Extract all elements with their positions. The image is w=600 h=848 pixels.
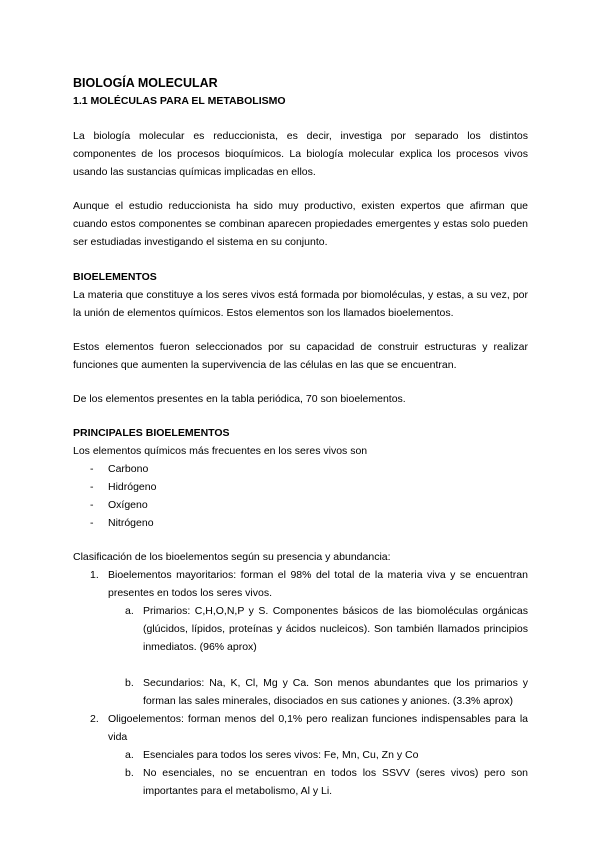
sublist-item-no-esenciales xyxy=(108,764,528,800)
list-marker: a. xyxy=(125,605,134,617)
document-title: BIOLOGÍA MOLECULAR xyxy=(73,76,218,90)
list-marker: b. xyxy=(125,767,134,779)
sublist-item-secundarios xyxy=(108,674,528,710)
bioelementos-heading: BIOELEMENTOS xyxy=(73,271,157,283)
clasificacion-list xyxy=(73,566,528,800)
principales-heading: PRINCIPALES BIOELEMENTOS xyxy=(73,427,230,439)
intro-paragraph-1: La biología molecular es reduccionista, es decir, investiga por separado los distintos componentes de los procesos bioquímicos. La biología molecular explica los procesos vivos usando las sustancias químicas implicadas en ellos. xyxy=(73,130,528,178)
list-item: - Hidrógeno xyxy=(73,478,528,496)
principales-list xyxy=(73,460,528,532)
clasificacion-item-2-text: Oligoelementos: forman menos del 0,1% pero realizan funciones indispensables para la vida xyxy=(108,713,528,743)
list-item: - Oxígeno xyxy=(73,496,528,514)
clasificacion-item-1-text: Bioelementos mayoritarios: forman el 98% del total de la materia viva y se encuentran presentes en todos los seres vivos. xyxy=(108,569,528,599)
section-subtitle: 1.1 MOLÉCULAS PARA EL METABOLISMO xyxy=(73,95,286,107)
sublist-item-text: Primarios: C,H,O,N,P y S. Componentes básicos de las biomoléculas orgánicas (glúcidos, lípidos, proteínas y ácidos nucleicos). Son también llamados principios inmediatos. (96% aprox) xyxy=(143,605,528,653)
clasificacion-item-1 xyxy=(73,566,528,710)
list-marker: a. xyxy=(125,749,134,761)
list-item: - Carbono xyxy=(73,460,528,478)
list-marker: b. xyxy=(125,677,134,689)
principales-lead: Los elementos químicos más frecuentes en los seres vivos son xyxy=(73,445,368,457)
sublist-item-primarios xyxy=(108,602,528,656)
intro-paragraph-2: Aunque el estudio reduccionista ha sido muy productivo, existen expertos que afirman que cuando estos componentes se combinan aparecen propiedades emergentes y estas solo pueden ser estudiadas investigando el sistema en su conjunto. xyxy=(73,200,528,248)
bioelementos-paragraph-1: La materia que constituye a los seres vivos está formada por biomoléculas, y estas, a su vez, por la unión de elementos químicos. Estos elementos son los llamados bioelementos. xyxy=(73,289,528,319)
bioelementos-paragraph-2: Estos elementos fueron seleccionados por su capacidad de construir estructuras y realizar funciones que aumenten la supervivencia de las células en las que se encuentran. xyxy=(73,341,528,371)
sublist-item-text: Secundarios: Na, K, Cl, Mg y Ca. Son menos abundantes que los primarios y forman las sales minerales, disociados en sus cationes y aniones. (3.3% aprox) xyxy=(143,677,528,707)
list-marker: 1. xyxy=(90,569,99,581)
clasificacion-item-2 xyxy=(73,710,528,800)
list-item: - Nitrógeno xyxy=(73,514,528,532)
list-marker: 2. xyxy=(90,713,99,725)
sublist-item-text: No esenciales, no se encuentran en todos los SSVV (seres vivos) pero son importantes para el metabolismo, Al y Li. xyxy=(143,767,528,797)
document-body xyxy=(73,74,528,800)
clasificacion-lead: Clasificación de los bioelementos según su presencia y abundancia: xyxy=(73,551,391,563)
sublist-item-esenciales xyxy=(108,746,528,764)
sublist-item-text: Esenciales para todos los seres vivos: Fe, Mn, Cu, Zn y Co xyxy=(143,749,419,761)
sublist-oligoelementos xyxy=(108,746,528,800)
bioelementos-paragraph-3: De los elementos presentes en la tabla periódica, 70 son bioelementos. xyxy=(73,393,406,405)
sublist-mayoritarios xyxy=(108,602,528,710)
